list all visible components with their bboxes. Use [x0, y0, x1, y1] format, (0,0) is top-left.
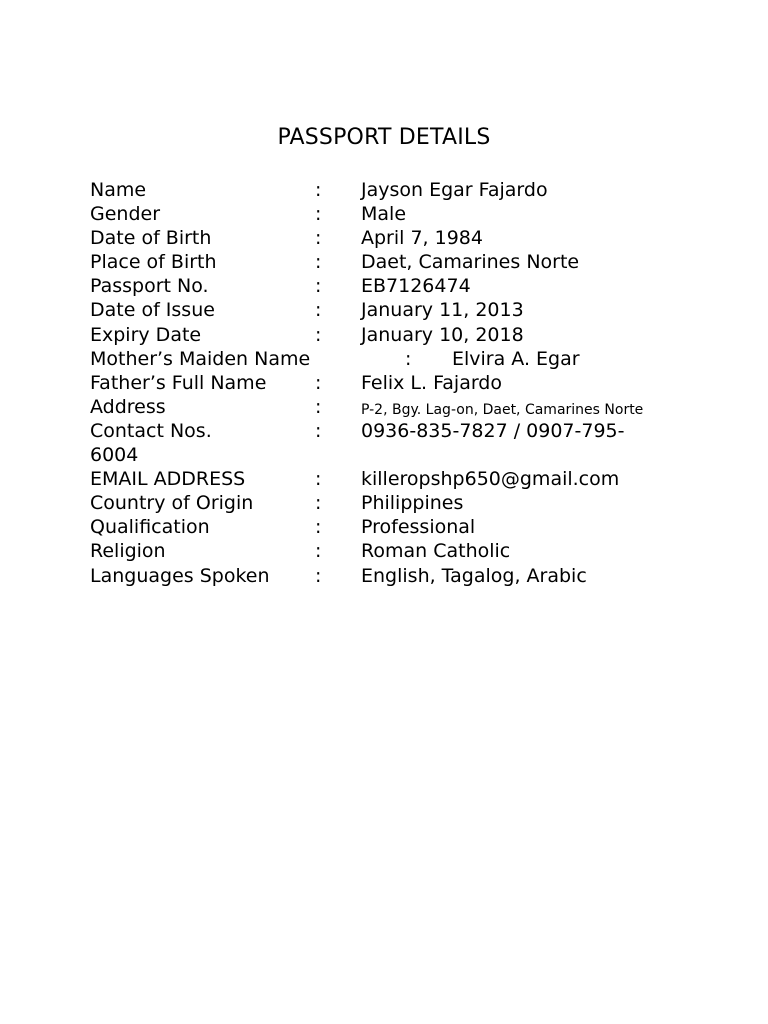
- field-value-date-of-birth: April 7, 1984: [361, 227, 483, 249]
- field-label-date-of-birth: Date of Birth: [90, 227, 212, 249]
- field-value-languages-spoken: English, Tagalog, Arabic: [361, 565, 587, 587]
- field-row-fathers-full-name: [0, 371, 768, 395]
- field-separator: :: [315, 565, 322, 587]
- field-value-qualification: Professional: [361, 516, 476, 538]
- field-separator: :: [315, 492, 322, 514]
- field-label-name: Name: [90, 179, 147, 201]
- field-value-email-address: killeropshp650@gmail.com: [361, 468, 620, 490]
- field-label-address: Address: [90, 396, 166, 418]
- field-label-gender: Gender: [90, 203, 161, 225]
- field-row-name: [0, 178, 768, 202]
- field-separator: :: [315, 420, 322, 442]
- field-row-mothers-maiden-name: [0, 347, 768, 371]
- document-title: PASSPORT DETAILS: [277, 125, 491, 150]
- field-value-mothers-maiden-name: Elvira A. Egar: [452, 348, 580, 370]
- field-value-country-of-origin: Philippines: [361, 492, 464, 514]
- field-row-religion: [0, 539, 768, 563]
- field-value-contact-nos-continuation: 6004: [90, 444, 139, 466]
- field-row-date-of-issue: [0, 298, 768, 322]
- field-label-contact-nos: Contact Nos.: [90, 420, 212, 442]
- field-row-languages-spoken: [0, 564, 768, 588]
- field-row-email-address: [0, 467, 768, 491]
- field-separator: :: [315, 540, 322, 562]
- field-separator: :: [315, 372, 322, 394]
- field-separator: :: [315, 516, 322, 538]
- field-separator: :: [315, 324, 322, 346]
- field-value-name: Jayson Egar Fajardo: [361, 179, 548, 201]
- field-value-expiry-date: January 10, 2018: [361, 324, 524, 346]
- field-label-passport-no: Passport No.: [90, 275, 209, 297]
- field-separator: :: [315, 396, 322, 418]
- field-value-fathers-full-name: Felix L. Fajardo: [361, 372, 502, 394]
- field-value-date-of-issue: January 11, 2013: [361, 299, 524, 321]
- field-separator: :: [315, 179, 322, 201]
- field-label-country-of-origin: Country of Origin: [90, 492, 254, 514]
- field-value-passport-no: EB7126474: [361, 275, 471, 297]
- field-separator: :: [315, 275, 322, 297]
- field-row-address: [0, 395, 768, 419]
- field-label-date-of-issue: Date of Issue: [90, 299, 215, 321]
- field-row-gender: [0, 202, 768, 226]
- field-label-expiry-date: Expiry Date: [90, 324, 202, 346]
- field-row-place-of-birth: [0, 250, 768, 274]
- field-label-email-address: EMAIL ADDRESS: [90, 468, 246, 490]
- field-row-expiry-date: [0, 323, 768, 347]
- field-separator: :: [315, 203, 322, 225]
- field-value-religion: Roman Catholic: [361, 540, 511, 562]
- field-value-address: P-2, Bgy. Lag-on, Daet, Camarines Norte: [361, 402, 644, 418]
- field-separator: :: [315, 299, 322, 321]
- field-row-passport-no: [0, 274, 768, 298]
- field-separator: :: [315, 251, 322, 273]
- field-value-gender: Male: [361, 203, 407, 225]
- field-label-languages-spoken: Languages Spoken: [90, 565, 270, 587]
- field-label-mothers-maiden-name: Mother’s Maiden Name: [90, 348, 311, 370]
- field-label-religion: Religion: [90, 540, 166, 562]
- field-separator: :: [315, 227, 322, 249]
- field-separator: :: [405, 348, 412, 370]
- field-label-qualification: Qualification: [90, 516, 210, 538]
- field-row-qualification: [0, 515, 768, 539]
- field-row-country-of-origin: [0, 491, 768, 515]
- field-row-date-of-birth: [0, 226, 768, 250]
- field-value-place-of-birth: Daet, Camarines Norte: [361, 251, 580, 273]
- field-row-contact-nos: [0, 419, 768, 467]
- field-separator: :: [315, 468, 322, 490]
- field-label-place-of-birth: Place of Birth: [90, 251, 217, 273]
- field-label-fathers-full-name: Father’s Full Name: [90, 372, 267, 394]
- field-value-contact-nos: 0936-835-7827 / 0907-795-: [361, 420, 625, 442]
